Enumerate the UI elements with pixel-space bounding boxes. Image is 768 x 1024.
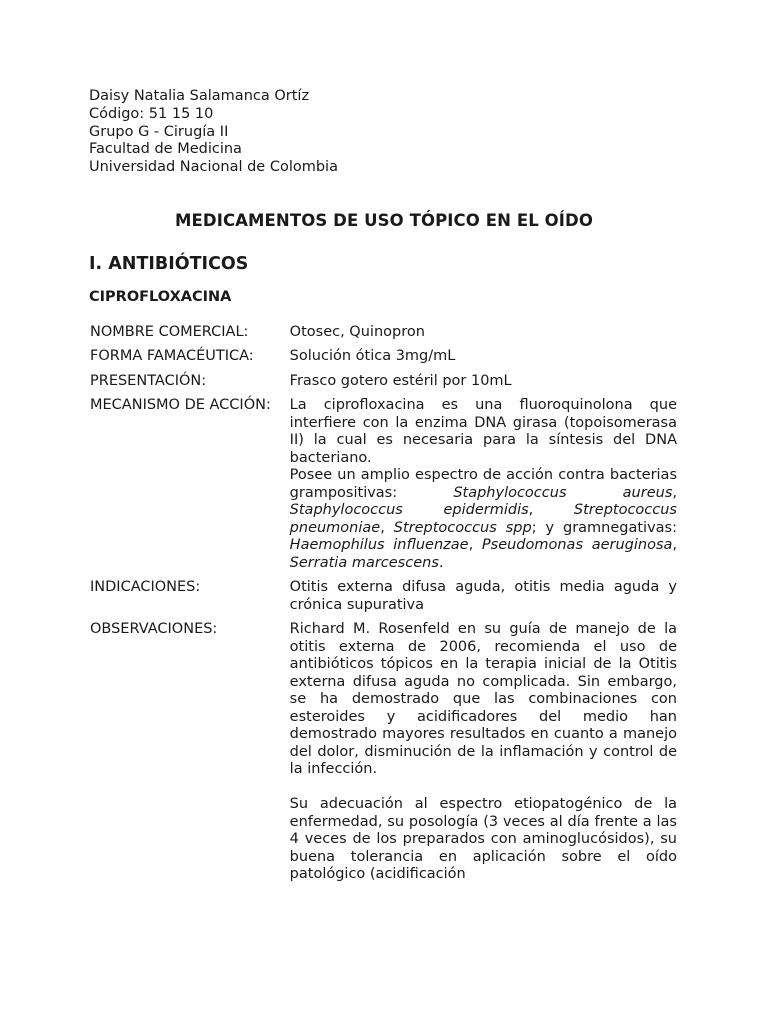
organism-name: Streptococcus pneumoniae xyxy=(289,502,677,536)
organism-name: Serratia marcescens xyxy=(289,554,439,571)
organism-name: Staphylococcus aureus xyxy=(453,484,673,501)
table-row xyxy=(90,397,677,579)
document-page xyxy=(89,88,679,891)
observations-value xyxy=(290,621,677,891)
author-name: Daisy Natalia Salamanca Ortíz xyxy=(89,88,310,104)
field-label: OBSERVACIONES: xyxy=(90,621,218,638)
table-row xyxy=(90,579,677,621)
field-label: NOMBRE COMERCIAL: xyxy=(90,323,249,340)
table-row xyxy=(90,324,677,349)
field-value: Solución ótica 3mg/mL xyxy=(289,348,456,365)
table-row xyxy=(90,621,677,891)
spectrum-intro-text: Posee un amplio espectro de acción contra bacterias grampositivas: xyxy=(289,467,677,501)
field-label: PRESENTACIÓN: xyxy=(90,372,207,389)
field-value: Otosec, Quinopron xyxy=(289,323,425,340)
separator-text: , xyxy=(672,537,677,554)
mechanism-value xyxy=(290,397,677,579)
faculty-name: Facultad de Medicina xyxy=(89,141,242,158)
field-value: Frasco gotero estéril por 10mL xyxy=(289,372,512,389)
separator-text: , xyxy=(672,484,677,501)
observations-paragraph: Su adecuación al espectro etiopatogénico de la enfermedad, su posología (3 veces al día frente a las 4 veces de los preparados con aminoglucósidos), su buena tolerancia en aplicación sobre el oído patológico (acidificación xyxy=(289,796,677,883)
organism-name: Pseudomonas aeruginosa xyxy=(481,537,673,554)
observations-paragraph: Richard M. Rosenfeld en su guía de manejo de la otitis externa de 2006, recomienda el uso de antibióticos tópicos en la terapia inicial de la Otitis externa difusa aguda no complicada. Sin embargo, se ha demostrado que las combinaciones con esteroides y acidificadores del medio han demostrado mayores resultados en cuanto a manejo del dolor, disminución de la inflamación y control de la infección. xyxy=(289,621,677,778)
drug-name-heading: CIPROFLOXACINA xyxy=(89,288,232,305)
organism-name: Haemophilus influenzae xyxy=(289,537,469,554)
field-label: INDICACIONES: xyxy=(90,579,201,596)
field-value: Otitis externa difusa aguda, otitis media aguda y crónica supurativa xyxy=(289,579,677,613)
separator-text: , xyxy=(528,502,574,519)
field-label: FORMA FAMACÉUTICA: xyxy=(90,348,254,365)
drug-info-table xyxy=(90,324,677,891)
spectrum-paragraph xyxy=(290,467,677,572)
organism-name: Staphylococcus epidermidis xyxy=(289,502,529,519)
organism-name: Streptococcus spp xyxy=(393,519,532,536)
mechanism-paragraph: La ciprofloxacina es una fluoroquinolona que interfiere con la enzima DNA girasa (topoisomerasa II) la cual es necesaria para la síntesis del DNA bacteriano. xyxy=(289,397,677,466)
field-label: MECANISMO DE ACCIÓN: xyxy=(90,397,271,414)
separator-text: , xyxy=(380,519,394,536)
student-group: Grupo G - Cirugía II xyxy=(89,123,229,140)
student-code: Código: 51 15 10 xyxy=(89,105,214,122)
end-punctuation: . xyxy=(438,554,444,571)
separator-text: , xyxy=(468,537,482,554)
table-row xyxy=(90,348,677,373)
table-row xyxy=(90,373,677,398)
author-block xyxy=(89,88,679,177)
gram-negative-intro-text: ; y gramnegativas: xyxy=(531,519,677,536)
university-name: Universidad Nacional de Colombia xyxy=(89,159,338,176)
document-title: MEDICAMENTOS DE USO TÓPICO EN EL OÍDO xyxy=(175,210,593,230)
section-heading: I. ANTIBIÓTICOS xyxy=(89,253,249,274)
